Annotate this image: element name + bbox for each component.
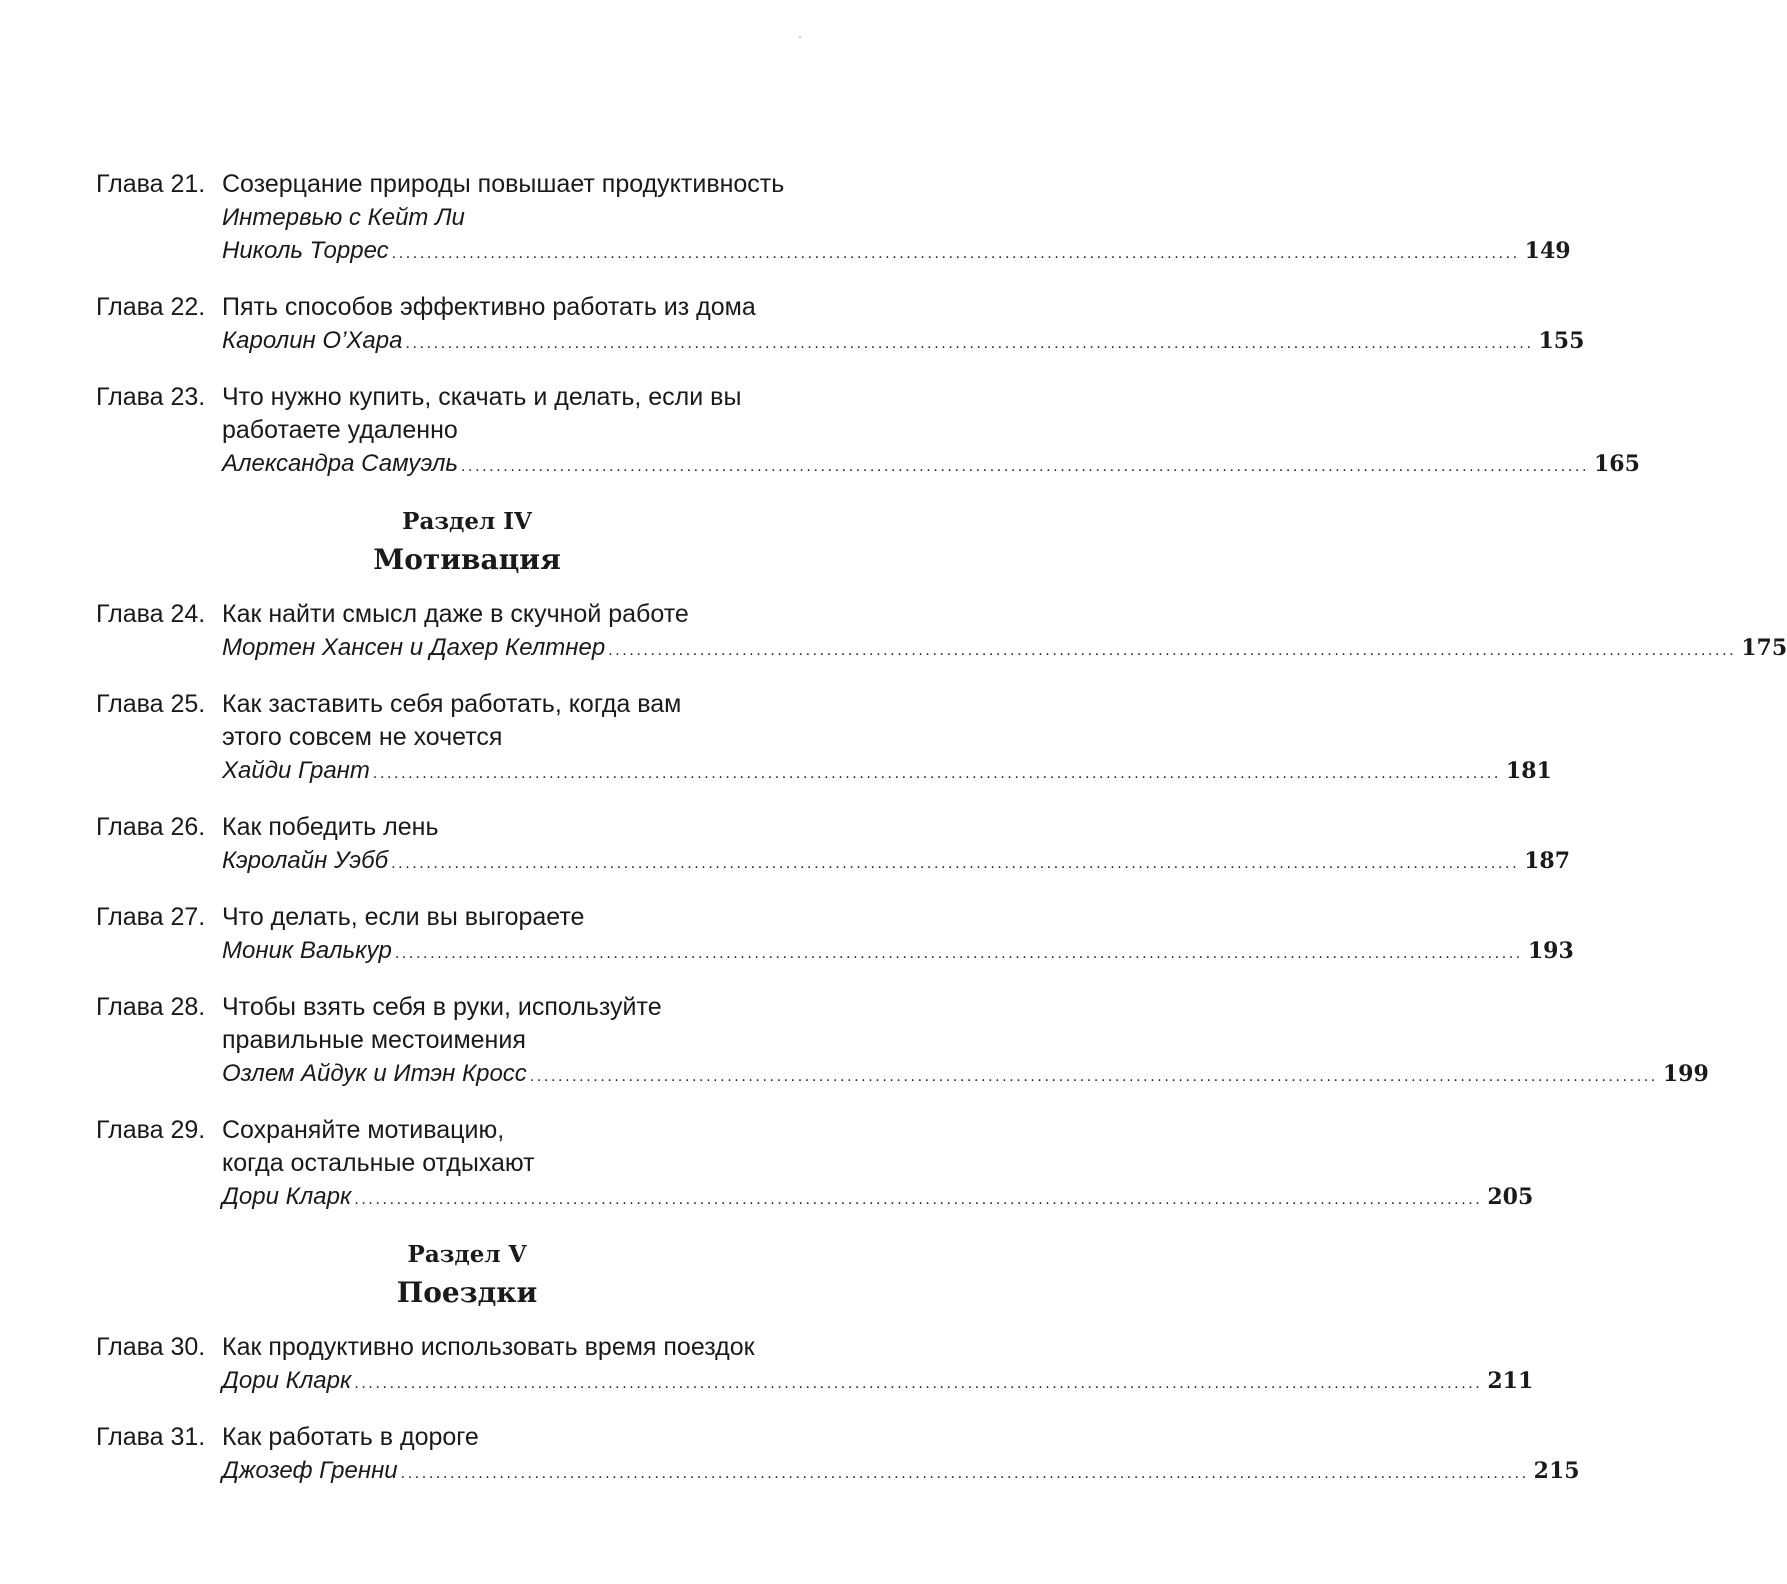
page-number: 215: [1533, 1458, 1580, 1484]
chapter-title-line: правильные местоимения: [222, 1026, 526, 1054]
toc-entry: [96, 811, 1571, 881]
page-number: 165: [1594, 451, 1640, 477]
chapter-details: [222, 1114, 1534, 1217]
paper-speck: [799, 36, 801, 38]
chapter-title-line: этого совсем не хочется: [222, 723, 503, 751]
chapter-details: [222, 598, 1787, 668]
toc-entry: [96, 1114, 1534, 1217]
author-name: Николь Торрес: [222, 237, 389, 264]
author-line: [222, 1454, 1580, 1491]
section-title: Поездки: [396, 1276, 538, 1309]
author-line: [222, 844, 1571, 881]
page-number: 193: [1527, 938, 1574, 964]
chapter-title-line: Пять способов эффективно работать из дома: [222, 293, 756, 321]
dot-leader: ................................................................................................................................................................: [354, 1376, 1483, 1392]
page-number: 187: [1524, 848, 1571, 874]
author-line: [222, 1180, 1534, 1217]
chapter-number: Глава 29.: [96, 1116, 206, 1144]
author-name: Кэролайн Уэбб: [222, 847, 389, 874]
toc-entry: [96, 1421, 1580, 1491]
chapter-number: Глава 23.: [96, 383, 206, 411]
toc-entry: [96, 381, 1640, 484]
entries-group-1: [96, 168, 1640, 484]
dot-leader: ................................................................................................................................................................: [354, 1192, 1483, 1208]
toc-entry: [96, 991, 1709, 1094]
toc-entry: [96, 688, 1552, 791]
author-line: [222, 934, 1574, 971]
author-name: Дори Кларк: [222, 1367, 352, 1394]
section-header-4: [96, 504, 838, 580]
chapter-title-line: работаете удаленно: [222, 416, 458, 444]
toc-entry: [96, 598, 1787, 668]
chapter-details: [222, 1331, 1534, 1401]
toc-entry: [96, 901, 1574, 971]
entries-group-3: [96, 1331, 1580, 1491]
chapter-details: [222, 991, 1709, 1094]
page-number: 211: [1487, 1368, 1534, 1394]
chapter-title-line: когда остальные отдыхают: [222, 1149, 535, 1177]
toc-entry: [96, 168, 1571, 271]
chapter-title-line: Сохраняйте мотивацию,: [222, 1116, 505, 1144]
author-name: Александра Самуэль: [222, 450, 458, 477]
page-number: 155: [1538, 328, 1585, 354]
author-line: [222, 1364, 1534, 1401]
toc-entry: [96, 1331, 1534, 1401]
author-line: [222, 631, 1787, 668]
chapter-title-line: Созерцание природы повышает продуктивность: [222, 170, 785, 198]
section-title: Мотивация: [373, 543, 561, 576]
author-name: Моник Валькур: [222, 937, 392, 964]
entries-group-2: [96, 598, 1787, 1217]
author-name: Мортен Хансен и Дахер Келтнер: [222, 634, 606, 661]
chapter-title-line: Как заставить себя работать, когда вам: [222, 690, 682, 718]
chapter-title-line: Как продуктивно использовать время поездок: [222, 1333, 755, 1361]
page-number: 199: [1662, 1061, 1709, 1087]
dot-leader: ................................................................................................................................................................: [391, 856, 1520, 872]
dot-leader: ................................................................................................................................................................: [405, 336, 1534, 352]
chapter-number: Глава 25.: [96, 690, 206, 718]
chapter-number: Глава 26.: [96, 813, 206, 841]
author-line: [222, 754, 1552, 791]
dot-leader: ................................................................................................................................................................: [529, 1069, 1658, 1085]
toc-entry: [96, 291, 1585, 361]
chapter-details: [222, 811, 1571, 881]
table-of-contents: [96, 168, 1787, 1511]
chapter-title-line: Что нужно купить, скачать и делать, если вы: [222, 383, 742, 411]
section-number: Раздел V: [407, 1241, 527, 1268]
dot-leader: ................................................................................................................................................................: [391, 246, 1520, 262]
dot-leader: ................................................................................................................................................................: [400, 1466, 1529, 1482]
chapter-number: Глава 24.: [96, 600, 206, 628]
chapter-details: [222, 168, 1571, 271]
chapter-details: [222, 1421, 1580, 1491]
page-number: 205: [1487, 1184, 1534, 1210]
author-name: Каролин О’Хара: [222, 327, 403, 354]
chapter-details: [222, 688, 1552, 791]
chapter-number: Глава 27.: [96, 903, 206, 931]
section-number: Раздел IV: [402, 508, 532, 535]
author-line: [222, 234, 1571, 271]
page-number: 175: [1741, 635, 1787, 661]
dot-leader: ................................................................................................................................................................: [608, 643, 1737, 659]
chapter-details: [222, 381, 1640, 484]
author-name: Джозеф Гренни: [222, 1457, 398, 1484]
author-name: Дори Кларк: [222, 1183, 352, 1210]
dot-leader: ................................................................................................................................................................: [372, 766, 1501, 782]
author-line: [222, 447, 1640, 484]
chapter-number: Глава 30.: [96, 1333, 206, 1361]
chapter-details: [222, 291, 1585, 361]
chapter-details: [222, 901, 1574, 971]
dot-leader: ................................................................................................................................................................: [394, 946, 1523, 962]
author-line: [222, 1057, 1709, 1094]
page-number: 149: [1524, 238, 1571, 264]
author-name: Озлем Айдук и Итэн Кросс: [222, 1060, 527, 1087]
dot-leader: ................................................................................................................................................................: [460, 459, 1589, 475]
chapter-number: Глава 28.: [96, 993, 206, 1021]
chapter-title-line: Как найти смысл даже в скучной работе: [222, 600, 689, 628]
chapter-title-line: Чтобы взять себя в руки, используйте: [222, 993, 662, 1021]
chapter-number: Глава 22.: [96, 293, 206, 321]
chapter-subtitle: Интервью с Кейт Ли: [222, 204, 465, 231]
author-line: [222, 324, 1585, 361]
chapter-number: Глава 31.: [96, 1423, 206, 1451]
page-number: 181: [1505, 758, 1552, 784]
author-name: Хайди Грант: [222, 757, 370, 784]
chapter-title-line: Как работать в дороге: [222, 1423, 479, 1451]
chapter-title-line: Что делать, если вы выгораете: [222, 903, 585, 931]
chapter-number: Глава 21.: [96, 170, 206, 198]
section-header-5: [96, 1237, 838, 1313]
chapter-title-line: Как победить лень: [222, 813, 439, 841]
